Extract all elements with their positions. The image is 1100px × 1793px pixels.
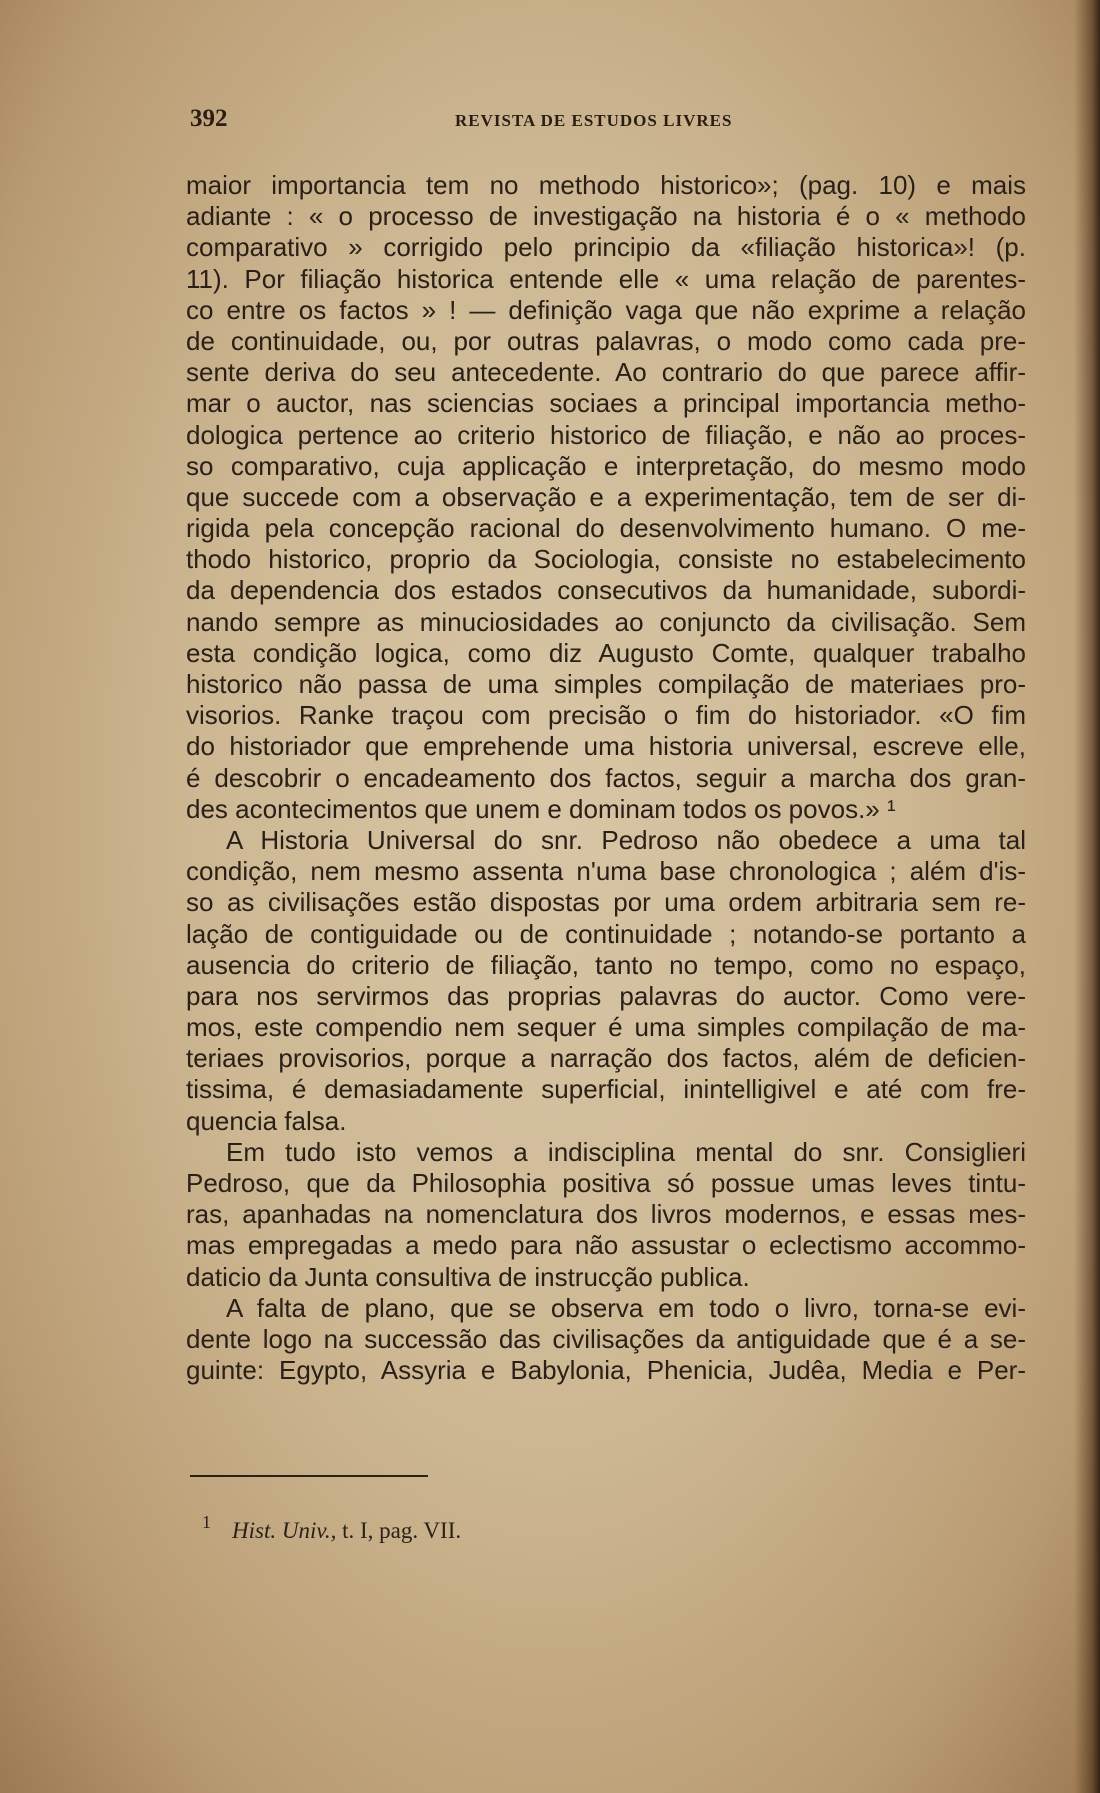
footnote-mark: 1 xyxy=(202,1512,211,1532)
text-line: visorios. Ranke traçou com precisão o fim do historiador. «O fim xyxy=(186,700,1026,731)
text-line: mos, este compendio nem sequer é uma simples compilação de ma- xyxy=(186,1012,1026,1043)
text-line: tissima, é demasiadamente superficial, inintelligivel e até com fre- xyxy=(186,1074,1026,1105)
text-line: condição, nem mesmo assenta n'uma base chronologica ; além d'is- xyxy=(186,856,1026,887)
text-line: comparativo » corrigido pelo principio da «filiação historica»! (p. xyxy=(186,232,1026,263)
footnote xyxy=(202,1512,462,1544)
text-line: ausencia do criterio de filiação, tanto no tempo, como no espaço, xyxy=(186,949,1026,980)
text-line: daticio da Junta consultiva de instrucção publica. xyxy=(186,1261,750,1292)
text-line: dente logo na successão das civilisações da antiguidade que é a se- xyxy=(186,1323,1026,1354)
text-line: 11). Por filiação historica entende elle « uma relação de parentes- xyxy=(186,263,1026,294)
footnote-work-title: Hist. Univ., xyxy=(232,1518,337,1543)
text-line: co entre os factos » ! — definição vaga que não exprime a relação xyxy=(186,294,1026,325)
text-line: de continuidade, ou, por outras palavras, o modo como cada pre- xyxy=(186,325,1026,356)
text-line: sente deriva do seu antecedente. Ao contrario do que parece affir- xyxy=(186,357,1026,388)
text-line: des acontecimentos que unem e dominam todos os povos.» ¹ xyxy=(186,793,896,824)
text-line: Pedroso, que da Philosophia positiva só possue umas leves tintu- xyxy=(186,1168,1026,1198)
text-line: ras, apanhadas na nomenclatura dos livros modernos, e essas mes- xyxy=(186,1199,1026,1230)
text-line: so as civilisações estão dispostas por uma ordem arbitraria sem re- xyxy=(186,887,1026,918)
text-line: maior importancia tem no methodo historico»; (pag. 10) e mais xyxy=(186,170,1026,200)
text-line: historico não passa de uma simples compilação de materiaes pro- xyxy=(186,669,1026,699)
text-line: so comparativo, cuja applicação e interpretação, do mesmo modo xyxy=(186,450,1026,481)
page-edge-shadow xyxy=(1074,0,1100,1793)
text-line: é descobrir o encadeamento dos factos, seguir a marcha dos gran- xyxy=(186,762,1026,793)
text-line: quencia falsa. xyxy=(186,1105,347,1136)
text-line: adiante : « o processo de investigação na historia é o « methodo xyxy=(186,201,1026,232)
text-line: mar o auctor, nas sciencias sociaes a principal importancia metho- xyxy=(186,388,1026,419)
body-text xyxy=(186,170,1026,1386)
text-line: da dependencia dos estados consecutivos da humanidade, subordi- xyxy=(186,575,1026,606)
text-line: guinte: Egypto, Assyria e Babylonia, Phenicia, Judêa, Media e Per- xyxy=(186,1355,1026,1386)
text-line: para nos servirmos das proprias palavras do auctor. Como vere- xyxy=(186,980,1026,1011)
text-line: A falta de plano, que se observa em todo o livro, torna-se evi- xyxy=(226,1292,1026,1323)
text-line: rigida pela concepção racional do desenvolvimento humano. O me- xyxy=(186,513,1026,544)
text-line: thodo historico, proprio da Sociologia, consiste no estabelecimento xyxy=(186,544,1026,575)
text-line: dologica pertence ao criterio historico de filiação, e não ao proces- xyxy=(186,419,1026,450)
text-line: esta condição logica, como diz Augusto Comte, qualquer trabalho xyxy=(186,637,1026,668)
text-line: mas empregadas a medo para não assustar o eclectismo accommo- xyxy=(186,1230,1026,1261)
footnote-rule xyxy=(190,1475,428,1477)
text-line: lação de contiguidade ou de continuidade ; notando-se portanto a xyxy=(186,918,1026,949)
text-line: que succede com a observação e a experimentação, tem de ser di- xyxy=(186,481,1026,512)
text-line: teriaes provisorios, porque a narração dos factos, além de deficien- xyxy=(186,1043,1026,1074)
text-line: Em tudo isto vemos a indisciplina mental do snr. Consiglieri xyxy=(226,1136,1026,1167)
page-header xyxy=(190,105,1026,135)
text-line: A Historia Universal do snr. Pedroso não obedece a uma tal xyxy=(226,824,1026,855)
page-number: 392 xyxy=(190,105,228,132)
text-line: do historiador que emprehende uma historia universal, escreve elle, xyxy=(186,731,1026,762)
text-line: nando sempre as minuciosidades ao conjuncto da civilisação. Sem xyxy=(186,606,1026,637)
footnote-reference: t. I, pag. VII. xyxy=(342,1518,462,1543)
running-head: REVISTA DE ESTUDOS LIVRES xyxy=(455,111,733,130)
